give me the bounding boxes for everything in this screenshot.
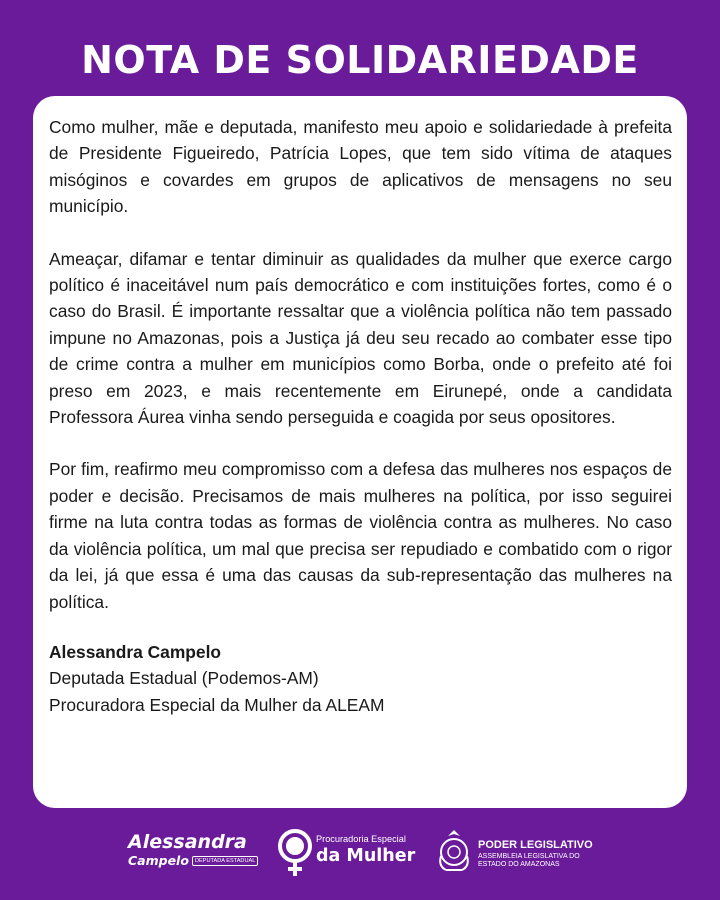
signature-office: Procuradora Especial da Mulher da ALEAM: [49, 694, 385, 715]
logo-poder-line2: ASSEMBLEIA LEGISLATIVA DO: [478, 853, 580, 860]
logo-procuradoria-line2: da Mulher: [316, 846, 416, 866]
signature-name: Alessandra Campelo: [49, 641, 222, 662]
logo-campelo-line1: Alessandra: [128, 831, 247, 853]
signature-role: Deputada Estadual (Podemos-AM): [49, 668, 319, 689]
page-title: NOTA DE SOLIDARIEDADE: [81, 38, 639, 82]
note-body: [49, 114, 672, 718]
signature-block: [49, 639, 672, 718]
logo-campelo-line2: Campelo: [128, 853, 189, 868]
logo-poder-line1: PODER LEGISLATIVO: [478, 839, 593, 851]
female-symbol-icon: [276, 828, 314, 878]
state-coat-of-arms-icon: [436, 826, 472, 874]
logo-procuradoria-line1: Procuradoria Especial: [316, 834, 406, 844]
paragraph-3: Por fim, reafirmo meu compromisso com a defesa das mulheres nos espaços de poder e decisão. Precisamos de mais mulheres na política, por isso seguirei firme na luta contra todas as formas de violência contra as mulheres. No caso da violência política, um mal que precisa ser repudiado e combatido com o rigor da lei, já que essa é uma das causas da sub-representação das mulheres na política.: [49, 459, 672, 612]
logo-campelo-tag: DEPUTADA ESTADUAL: [192, 856, 258, 866]
logo-alessandra-campelo: [128, 832, 258, 870]
paragraph-1: Como mulher, mãe e deputada, manifesto meu apoio e solidariedade à prefeita de Presidente Figueiredo, Patrícia Lopes, que tem sido vítima de ataques misóginos e covardes em grupos de aplicativos de mensagens no seu município.: [49, 117, 672, 217]
logo-poder-line3: ESTADO DO AMAZONAS: [478, 861, 560, 868]
logo-poder-subtitle: [478, 853, 580, 869]
note-card: [33, 96, 687, 808]
footer-logos: [0, 818, 720, 900]
paragraph-2: Ameaçar, difamar e tentar diminuir as qualidades da mulher que exerce cargo político é inaceitável num país democrático e com instituições fortes, como é o caso do Brasil. É importante ressaltar que a violência política não tem passado impune no Amazonas, pois a Justiça já deu seu recado ao combater esse tipo de crime contra a mulher em municípios como Borba, onde o prefeito até foi preso em 2023, e mais recentemente em Eirunepé, onde a candidata Professora Áurea vinha sendo perseguida e coagida por seus opositores.: [49, 248, 672, 428]
